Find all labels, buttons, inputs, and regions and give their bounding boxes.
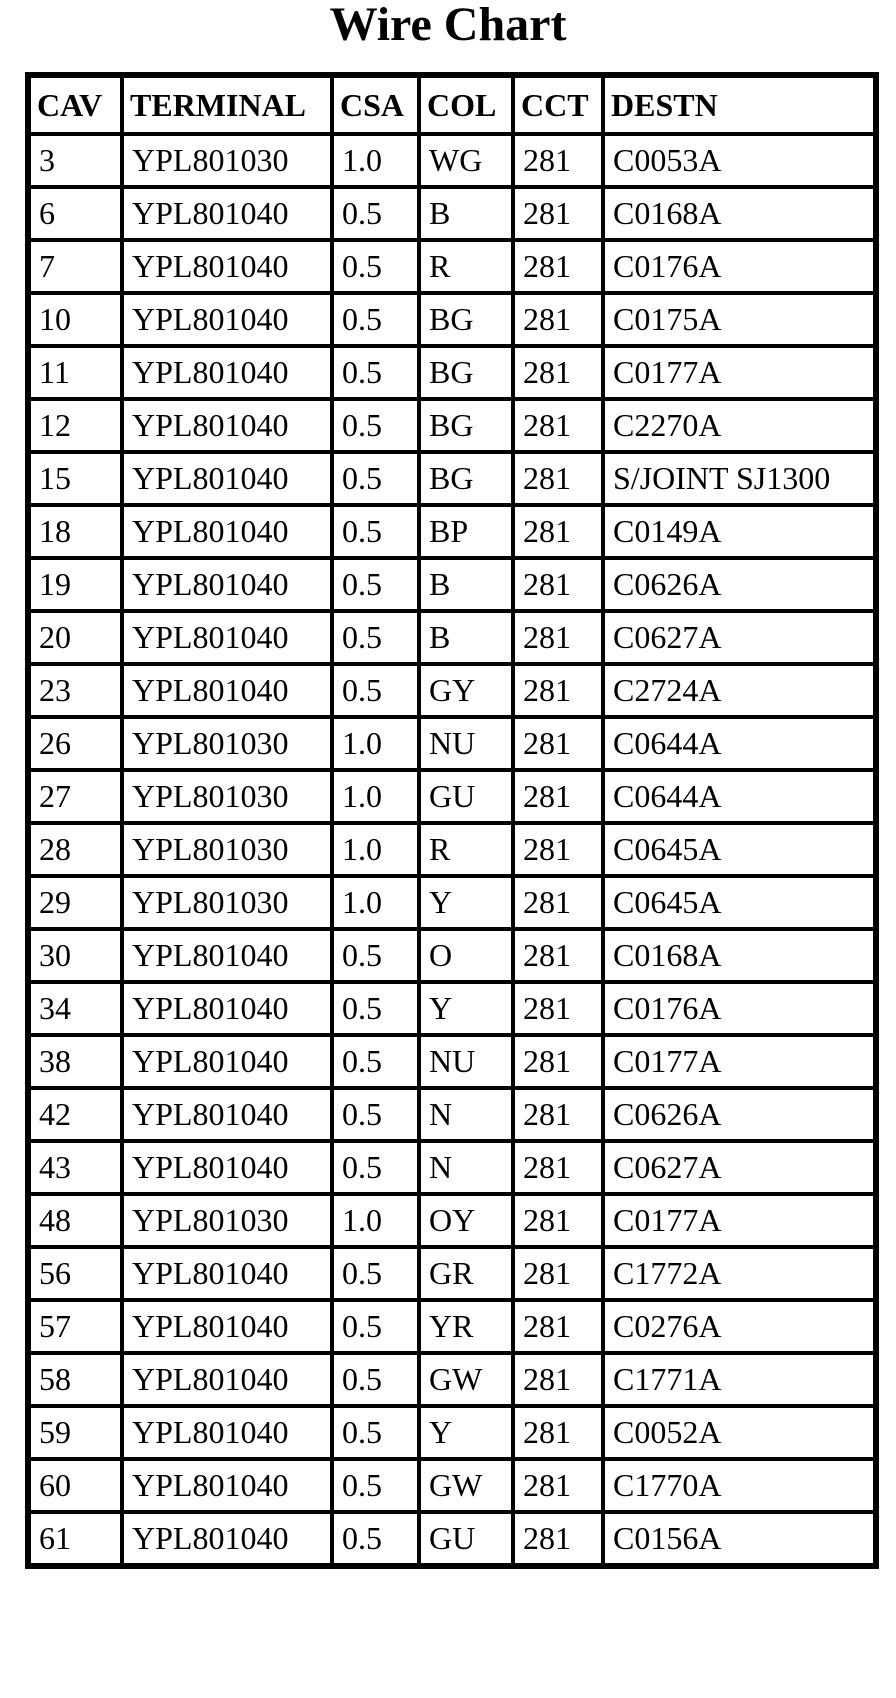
- cell-col: BG: [419, 452, 513, 505]
- cell-csa: 0.5: [332, 1141, 419, 1194]
- cell-cav: 28: [28, 823, 122, 876]
- cell-cct: 281: [513, 558, 603, 611]
- cell-col: Y: [419, 1406, 513, 1459]
- cell-col: GY: [419, 664, 513, 717]
- cell-destn: C0644A: [603, 717, 876, 770]
- table-row: [28, 187, 876, 240]
- header-cav: CAV: [28, 75, 122, 134]
- cell-csa: 0.5: [332, 611, 419, 664]
- cell-cav: 59: [28, 1406, 122, 1459]
- cell-col: GR: [419, 1247, 513, 1300]
- cell-col: WG: [419, 134, 513, 187]
- table-row: [28, 1035, 876, 1088]
- cell-cav: 3: [28, 134, 122, 187]
- header-col: COL: [419, 75, 513, 134]
- cell-terminal: YPL801040: [122, 1353, 332, 1406]
- page-title: Wire Chart: [329, 0, 567, 51]
- table-row: [28, 134, 876, 187]
- header-destn: DESTN: [603, 75, 876, 134]
- cell-destn: C0052A: [603, 1406, 876, 1459]
- cell-destn: C0177A: [603, 346, 876, 399]
- cell-csa: 1.0: [332, 876, 419, 929]
- table-row: [28, 346, 876, 399]
- cell-cct: 281: [513, 876, 603, 929]
- cell-terminal: YPL801040: [122, 929, 332, 982]
- cell-csa: 0.5: [332, 1512, 419, 1566]
- cell-csa: 0.5: [332, 664, 419, 717]
- cell-csa: 0.5: [332, 929, 419, 982]
- table-body: [28, 134, 876, 1566]
- table-row: [28, 558, 876, 611]
- cell-csa: 0.5: [332, 293, 419, 346]
- table-header: [28, 75, 876, 134]
- cell-terminal: YPL801040: [122, 1088, 332, 1141]
- cell-cav: 20: [28, 611, 122, 664]
- cell-cav: 10: [28, 293, 122, 346]
- cell-destn: C0627A: [603, 1141, 876, 1194]
- cell-csa: 0.5: [332, 346, 419, 399]
- table-row: [28, 664, 876, 717]
- cell-destn: C0168A: [603, 929, 876, 982]
- cell-cav: 60: [28, 1459, 122, 1512]
- cell-terminal: YPL801030: [122, 770, 332, 823]
- cell-cct: 281: [513, 770, 603, 823]
- cell-csa: 0.5: [332, 1035, 419, 1088]
- cell-csa: 1.0: [332, 770, 419, 823]
- cell-destn: C1771A: [603, 1353, 876, 1406]
- cell-csa: 0.5: [332, 505, 419, 558]
- cell-destn: C0645A: [603, 876, 876, 929]
- cell-col: OY: [419, 1194, 513, 1247]
- cell-col: YR: [419, 1300, 513, 1353]
- cell-csa: 1.0: [332, 134, 419, 187]
- cell-destn: C0645A: [603, 823, 876, 876]
- cell-terminal: YPL801040: [122, 982, 332, 1035]
- cell-csa: 0.5: [332, 558, 419, 611]
- header-row: [28, 75, 876, 134]
- cell-destn: C2270A: [603, 399, 876, 452]
- cell-col: N: [419, 1088, 513, 1141]
- cell-cct: 281: [513, 1459, 603, 1512]
- cell-cct: 281: [513, 929, 603, 982]
- cell-col: GU: [419, 770, 513, 823]
- table-row: [28, 770, 876, 823]
- cell-col: BP: [419, 505, 513, 558]
- cell-destn: C0276A: [603, 1300, 876, 1353]
- cell-csa: 0.5: [332, 1406, 419, 1459]
- cell-cav: 34: [28, 982, 122, 1035]
- cell-destn: C1772A: [603, 1247, 876, 1300]
- cell-csa: 0.5: [332, 1353, 419, 1406]
- table-row: [28, 717, 876, 770]
- cell-destn: S/JOINT SJ1300: [603, 452, 876, 505]
- table-row: [28, 1353, 876, 1406]
- cell-col: N: [419, 1141, 513, 1194]
- table-row: [28, 929, 876, 982]
- cell-destn: C0626A: [603, 1088, 876, 1141]
- cell-cav: 57: [28, 1300, 122, 1353]
- cell-terminal: YPL801040: [122, 1247, 332, 1300]
- cell-terminal: YPL801030: [122, 1194, 332, 1247]
- cell-destn: C0177A: [603, 1035, 876, 1088]
- header-csa: CSA: [332, 75, 419, 134]
- cell-terminal: YPL801040: [122, 187, 332, 240]
- cell-cav: 30: [28, 929, 122, 982]
- table-row: [28, 293, 876, 346]
- cell-terminal: YPL801040: [122, 399, 332, 452]
- cell-terminal: YPL801030: [122, 823, 332, 876]
- cell-cav: 38: [28, 1035, 122, 1088]
- cell-cct: 281: [513, 1035, 603, 1088]
- cell-csa: 1.0: [332, 717, 419, 770]
- cell-cct: 281: [513, 611, 603, 664]
- cell-cav: 61: [28, 1512, 122, 1566]
- cell-destn: C0177A: [603, 1194, 876, 1247]
- cell-destn: C0644A: [603, 770, 876, 823]
- cell-csa: 1.0: [332, 1194, 419, 1247]
- cell-cav: 15: [28, 452, 122, 505]
- cell-csa: 0.5: [332, 399, 419, 452]
- cell-terminal: YPL801040: [122, 611, 332, 664]
- cell-cct: 281: [513, 399, 603, 452]
- cell-col: B: [419, 187, 513, 240]
- cell-destn: C0149A: [603, 505, 876, 558]
- cell-cct: 281: [513, 823, 603, 876]
- table-row: [28, 1088, 876, 1141]
- cell-csa: 0.5: [332, 1300, 419, 1353]
- cell-cav: 6: [28, 187, 122, 240]
- cell-terminal: YPL801040: [122, 664, 332, 717]
- table-row: [28, 876, 876, 929]
- cell-cav: 43: [28, 1141, 122, 1194]
- cell-col: O: [419, 929, 513, 982]
- cell-csa: 0.5: [332, 187, 419, 240]
- cell-cav: 27: [28, 770, 122, 823]
- cell-col: NU: [419, 1035, 513, 1088]
- cell-cav: 26: [28, 717, 122, 770]
- wire-chart-table: [25, 72, 879, 1569]
- table-row: [28, 1512, 876, 1566]
- table-row: [28, 240, 876, 293]
- cell-destn: C0175A: [603, 293, 876, 346]
- cell-destn: C0176A: [603, 982, 876, 1035]
- cell-destn: C2724A: [603, 664, 876, 717]
- cell-cct: 281: [513, 1141, 603, 1194]
- cell-cct: 281: [513, 240, 603, 293]
- cell-csa: 0.5: [332, 240, 419, 293]
- cell-col: R: [419, 240, 513, 293]
- cell-cav: 7: [28, 240, 122, 293]
- cell-csa: 0.5: [332, 1247, 419, 1300]
- cell-cct: 281: [513, 1088, 603, 1141]
- cell-terminal: YPL801040: [122, 505, 332, 558]
- cell-cav: 23: [28, 664, 122, 717]
- cell-terminal: YPL801030: [122, 134, 332, 187]
- cell-col: NU: [419, 717, 513, 770]
- cell-csa: 0.5: [332, 982, 419, 1035]
- cell-terminal: YPL801040: [122, 1406, 332, 1459]
- cell-terminal: YPL801040: [122, 1141, 332, 1194]
- cell-col: BG: [419, 293, 513, 346]
- cell-cct: 281: [513, 452, 603, 505]
- cell-col: BG: [419, 346, 513, 399]
- table-row: [28, 505, 876, 558]
- cell-cct: 281: [513, 1194, 603, 1247]
- table-row: [28, 399, 876, 452]
- cell-terminal: YPL801040: [122, 558, 332, 611]
- table-row: [28, 982, 876, 1035]
- cell-cct: 281: [513, 187, 603, 240]
- cell-col: Y: [419, 876, 513, 929]
- cell-terminal: YPL801040: [122, 1035, 332, 1088]
- cell-csa: 0.5: [332, 1088, 419, 1141]
- cell-cct: 281: [513, 982, 603, 1035]
- table-row: [28, 1459, 876, 1512]
- cell-cct: 281: [513, 1512, 603, 1566]
- cell-cct: 281: [513, 717, 603, 770]
- cell-terminal: YPL801040: [122, 1512, 332, 1566]
- cell-destn: C0627A: [603, 611, 876, 664]
- table-row: [28, 1141, 876, 1194]
- cell-terminal: YPL801030: [122, 717, 332, 770]
- cell-col: B: [419, 611, 513, 664]
- cell-destn: C0176A: [603, 240, 876, 293]
- cell-cav: 42: [28, 1088, 122, 1141]
- cell-cct: 281: [513, 1300, 603, 1353]
- cell-cav: 29: [28, 876, 122, 929]
- cell-destn: C0168A: [603, 187, 876, 240]
- cell-cct: 281: [513, 1406, 603, 1459]
- header-cct: CCT: [513, 75, 603, 134]
- cell-terminal: YPL801040: [122, 1300, 332, 1353]
- cell-cct: 281: [513, 293, 603, 346]
- cell-col: GW: [419, 1353, 513, 1406]
- cell-terminal: YPL801040: [122, 1459, 332, 1512]
- header-terminal: TERMINAL: [122, 75, 332, 134]
- cell-col: B: [419, 558, 513, 611]
- cell-cav: 56: [28, 1247, 122, 1300]
- cell-terminal: YPL801040: [122, 452, 332, 505]
- cell-csa: 1.0: [332, 823, 419, 876]
- cell-terminal: YPL801040: [122, 240, 332, 293]
- cell-destn: C1770A: [603, 1459, 876, 1512]
- cell-destn: C0053A: [603, 134, 876, 187]
- cell-cav: 12: [28, 399, 122, 452]
- table-row: [28, 452, 876, 505]
- cell-cct: 281: [513, 1247, 603, 1300]
- cell-cav: 18: [28, 505, 122, 558]
- cell-cav: 48: [28, 1194, 122, 1247]
- cell-csa: 0.5: [332, 452, 419, 505]
- table-row: [28, 1406, 876, 1459]
- cell-terminal: YPL801040: [122, 346, 332, 399]
- table-row: [28, 1247, 876, 1300]
- table-row: [28, 823, 876, 876]
- cell-col: R: [419, 823, 513, 876]
- cell-terminal: YPL801030: [122, 876, 332, 929]
- cell-terminal: YPL801040: [122, 293, 332, 346]
- cell-col: BG: [419, 399, 513, 452]
- cell-cav: 58: [28, 1353, 122, 1406]
- cell-cct: 281: [513, 134, 603, 187]
- cell-cct: 281: [513, 346, 603, 399]
- cell-col: Y: [419, 982, 513, 1035]
- cell-cct: 281: [513, 1353, 603, 1406]
- cell-col: GU: [419, 1512, 513, 1566]
- cell-cav: 11: [28, 346, 122, 399]
- table-row: [28, 611, 876, 664]
- table-row: [28, 1194, 876, 1247]
- cell-destn: C0626A: [603, 558, 876, 611]
- table-row: [28, 1300, 876, 1353]
- cell-cav: 19: [28, 558, 122, 611]
- cell-cct: 281: [513, 664, 603, 717]
- cell-csa: 0.5: [332, 1459, 419, 1512]
- cell-col: GW: [419, 1459, 513, 1512]
- cell-cct: 281: [513, 505, 603, 558]
- cell-destn: C0156A: [603, 1512, 876, 1566]
